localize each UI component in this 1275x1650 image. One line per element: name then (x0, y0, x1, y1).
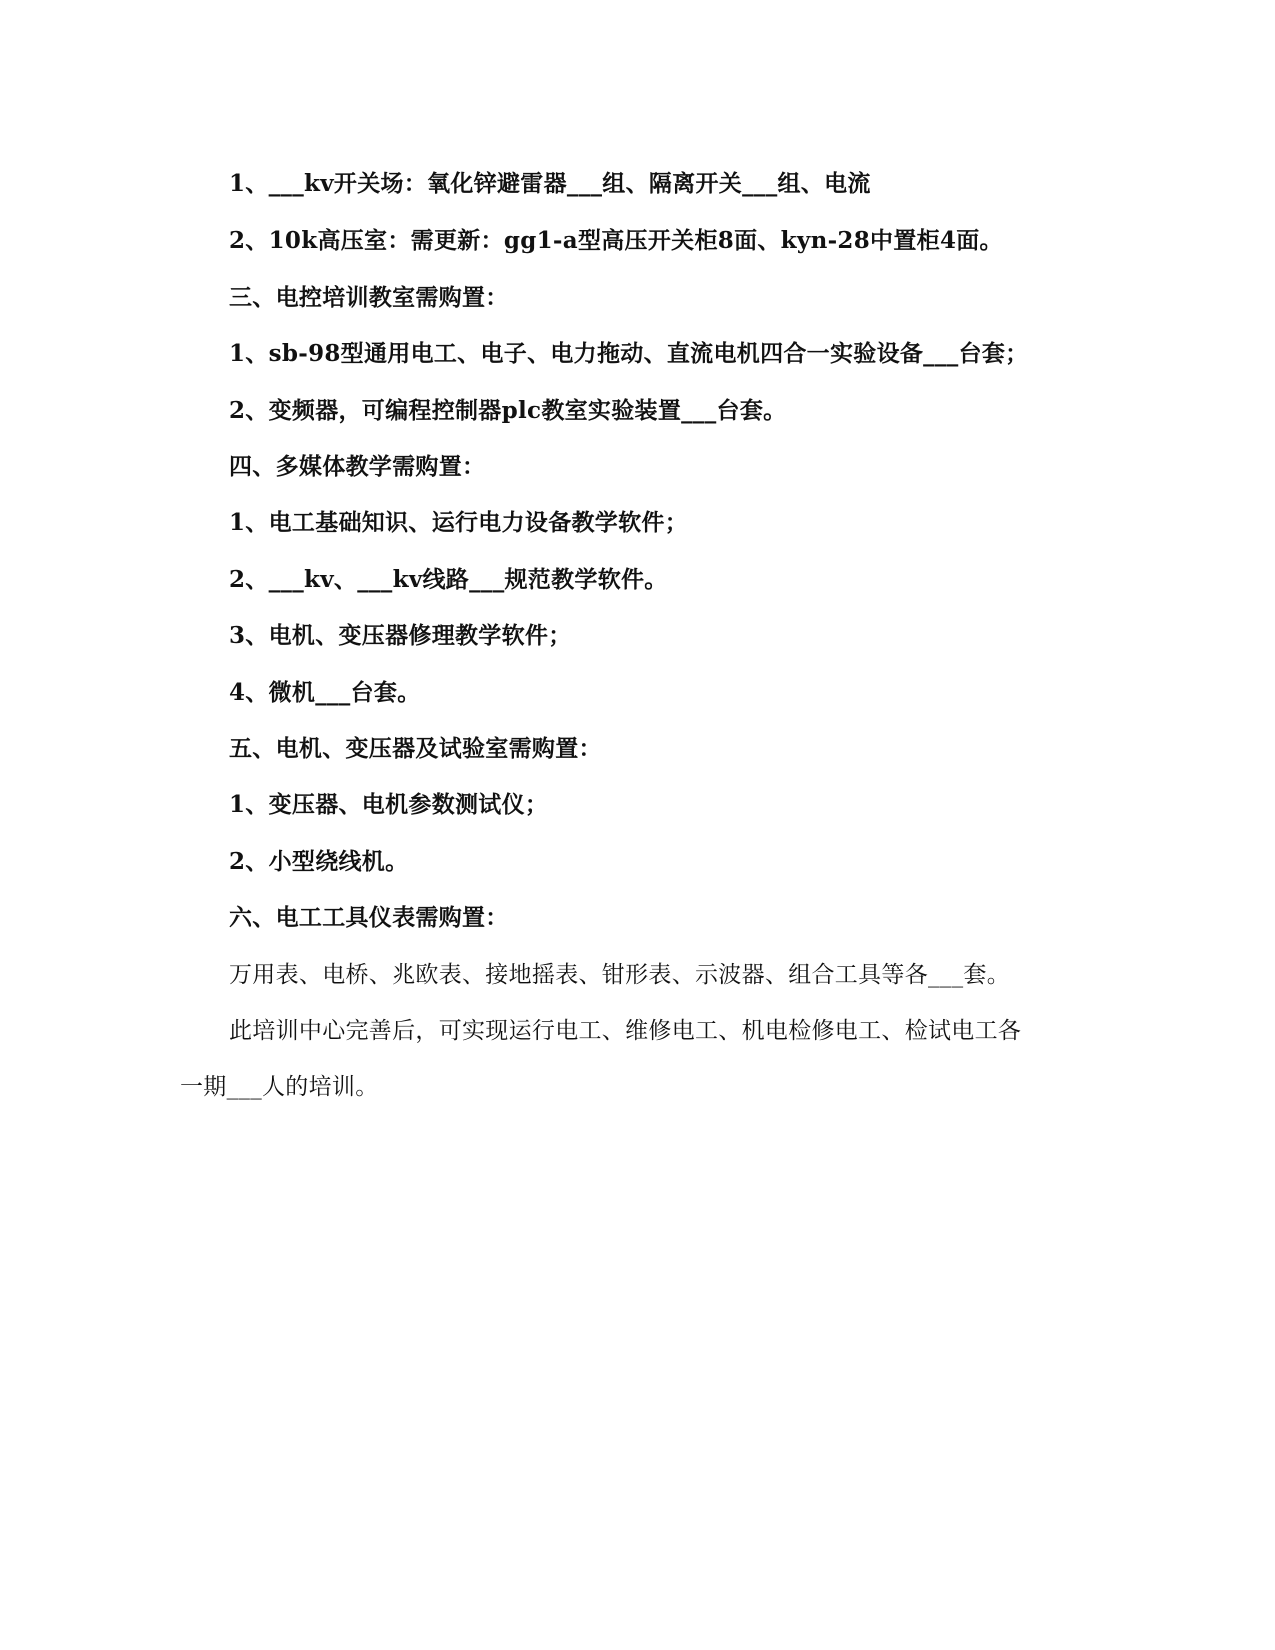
paragraph-conclusion: 此培训中心完善后，可实现运行电工、维修电工、机电检修电工、检试电工各 (229, 1018, 1022, 1044)
item-electrician-basics-software: 1、电工基础知识、运行电力设备教学软件； (229, 509, 689, 536)
item-parameter-tester: 1、变压器、电机参数测试仪； (229, 791, 549, 818)
section-heading-motor-lab: 五、电机、变压器及试验室需购置： (229, 735, 602, 762)
item-line-standard-software: 2、___kv、___kv线路___规范教学软件。 (229, 566, 668, 593)
paragraph-instrument-list: 万用表、电桥、兆欧表、接地摇表、钳形表、示波器、组合工具等各___套。 (229, 962, 1010, 988)
item-winding-machine: 2、小型绕线机。 (229, 848, 409, 875)
item-kv-switchyard: 1、___kv开关场：氧化锌避雷器___组、隔离开关___组、电流 (229, 170, 871, 197)
paragraph-conclusion-continued: 一期___人的培训。 (180, 1074, 379, 1100)
item-motor-repair-software: 3、电机、变压器修理教学软件； (229, 622, 572, 649)
section-heading-tools-instruments: 六、电工工具仪表需购置： (229, 904, 509, 931)
section-heading-control-classroom: 三、电控培训教室需购置： (229, 284, 509, 311)
item-microcomputer: 4、微机___台套。 (229, 679, 421, 706)
item-inverter-plc-device: 2、变频器，可编程控制器plc教室实验装置___台套。 (229, 397, 787, 424)
item-sb98-lab-equipment: 1、sb-98型通用电工、电子、电力拖动、直流电机四合一实验设备___台套； (229, 340, 1029, 367)
section-heading-multimedia: 四、多媒体教学需购置： (229, 453, 486, 480)
item-10k-high-voltage-room: 2、10k高压室：需更新：gg1-a型高压开关柜8面、kyn-28中置柜4面。 (229, 227, 1003, 254)
